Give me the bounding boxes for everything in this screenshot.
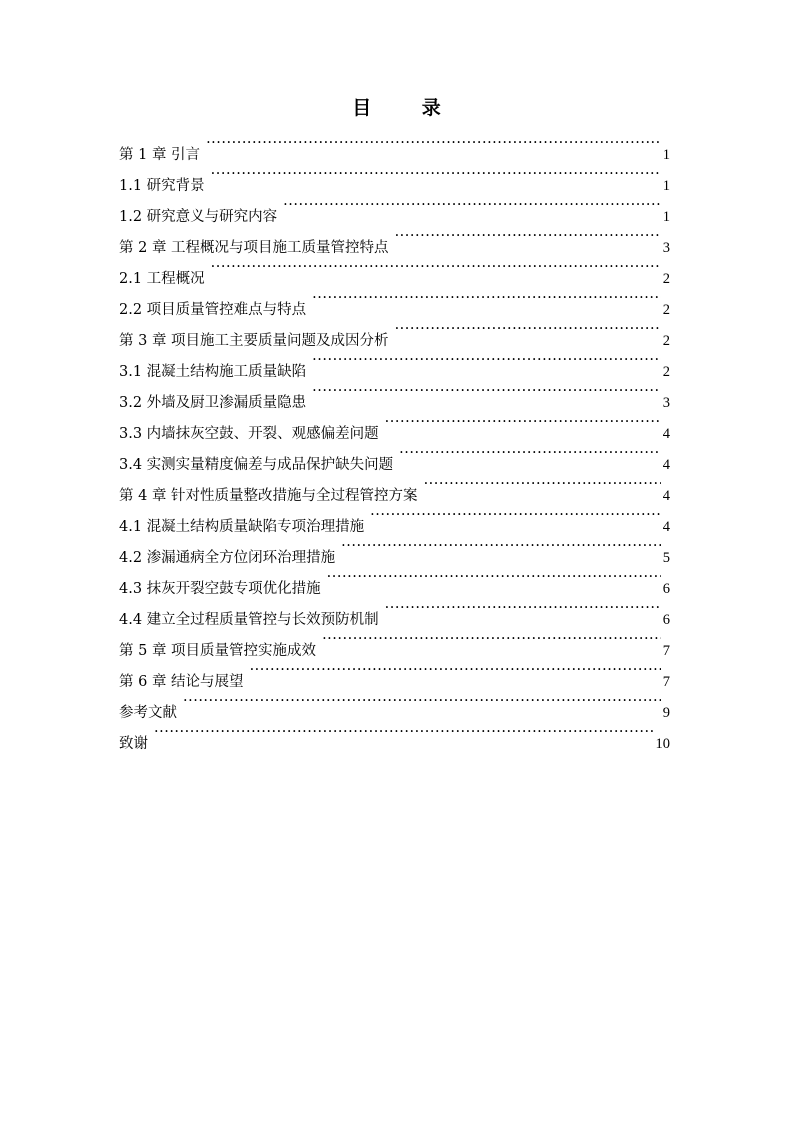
toc-dot-leader [211, 159, 661, 190]
toc-dot-leader [395, 314, 661, 345]
toc-dot-leader [312, 283, 661, 314]
toc-page-number: 3 [662, 395, 670, 411]
toc-entry-label: 4.3 抹灰开裂空鼓专项优化措施 [119, 581, 321, 597]
toc-page-number: 9 [662, 705, 670, 721]
toc-entry-chapter-1[interactable] [119, 128, 670, 163]
toc-dot-leader [322, 624, 661, 655]
toc-entry-label: 第 1 章 引言 [119, 147, 201, 163]
toc-entry-label: 第 2 章 工程概况与项目施工质量管控特点 [119, 240, 389, 256]
toc-page-number: 2 [662, 364, 670, 380]
toc-page-number: 5 [662, 550, 670, 566]
toc-title: 目 录 [352, 97, 463, 119]
toc-page-number: 10 [655, 736, 670, 752]
toc-page-number: 4 [662, 519, 670, 535]
toc-entry-label: 1.1 研究背景 [119, 178, 205, 194]
toc-dot-leader [283, 190, 661, 221]
toc-entry-label: 3.2 外墙及厨卫渗漏质量隐患 [119, 395, 307, 411]
toc-page-number: 4 [662, 457, 670, 473]
toc-dot-leader [370, 500, 661, 531]
toc-entry-label: 第 4 章 针对性质量整改措施与全过程管控方案 [119, 488, 418, 504]
toc-dot-leader [206, 128, 661, 159]
toc-page-number: 7 [662, 674, 670, 690]
toc-entry-label: 致谢 [119, 736, 148, 752]
toc-page-number: 4 [662, 426, 670, 442]
toc-page-number: 4 [662, 488, 670, 504]
toc-page-number: 7 [662, 643, 670, 659]
toc-entry-label: 4.2 渗漏通病全方位闭环治理措施 [119, 550, 336, 566]
toc-entry-label: 3.1 混凝土结构施工质量缺陷 [119, 364, 307, 380]
toc-entry-label: 2.2 项目质量管控难点与特点 [119, 302, 307, 318]
toc-page-number: 6 [662, 612, 670, 628]
toc-dot-leader [385, 407, 661, 438]
toc-page-number: 1 [662, 209, 670, 225]
toc-dot-leader [385, 593, 661, 624]
toc-dot-leader [327, 562, 661, 593]
toc-page-number: 1 [662, 147, 670, 163]
toc-entry-label: 4.4 建立全过程质量管控与长效预防机制 [119, 612, 379, 628]
toc-entry-label: 参考文献 [119, 705, 177, 721]
toc-entry-label: 第 5 章 项目质量管控实施成效 [119, 643, 317, 659]
toc-dot-leader [211, 252, 661, 283]
toc-dot-leader [424, 469, 661, 500]
toc-dot-leader [399, 438, 661, 469]
table-of-contents [119, 128, 670, 752]
toc-entry-references[interactable] [119, 686, 670, 721]
toc-dot-leader [341, 531, 661, 562]
toc-entry-label: 2.1 工程概况 [119, 271, 205, 287]
toc-page-number: 1 [662, 178, 670, 194]
toc-page-number: 2 [662, 333, 670, 349]
toc-entry-label: 3.4 实测实量精度偏差与成品保护缺失问题 [119, 457, 394, 473]
toc-page-number: 3 [662, 240, 670, 256]
toc-entry-label: 4.1 混凝土结构质量缺陷专项治理措施 [119, 519, 365, 535]
toc-entry-acknowledgements[interactable] [119, 717, 670, 752]
toc-dot-leader [312, 376, 661, 407]
toc-page-number: 2 [662, 271, 670, 287]
toc-page-number: 6 [662, 581, 670, 597]
toc-entry-label: 3.3 内墙抹灰空鼓、开裂、观感偏差问题 [119, 426, 379, 442]
toc-page-number: 2 [662, 302, 670, 318]
toc-entry-label: 1.2 研究意义与研究内容 [119, 209, 278, 225]
toc-dot-leader [183, 686, 661, 717]
toc-dot-leader [250, 655, 661, 686]
toc-dot-leader [312, 345, 661, 376]
toc-entry-label: 第 3 章 项目施工主要质量问题及成因分析 [119, 333, 389, 349]
toc-dot-leader [154, 717, 654, 748]
toc-entry-label: 第 6 章 结论与展望 [119, 674, 244, 690]
toc-dot-leader [395, 221, 661, 252]
